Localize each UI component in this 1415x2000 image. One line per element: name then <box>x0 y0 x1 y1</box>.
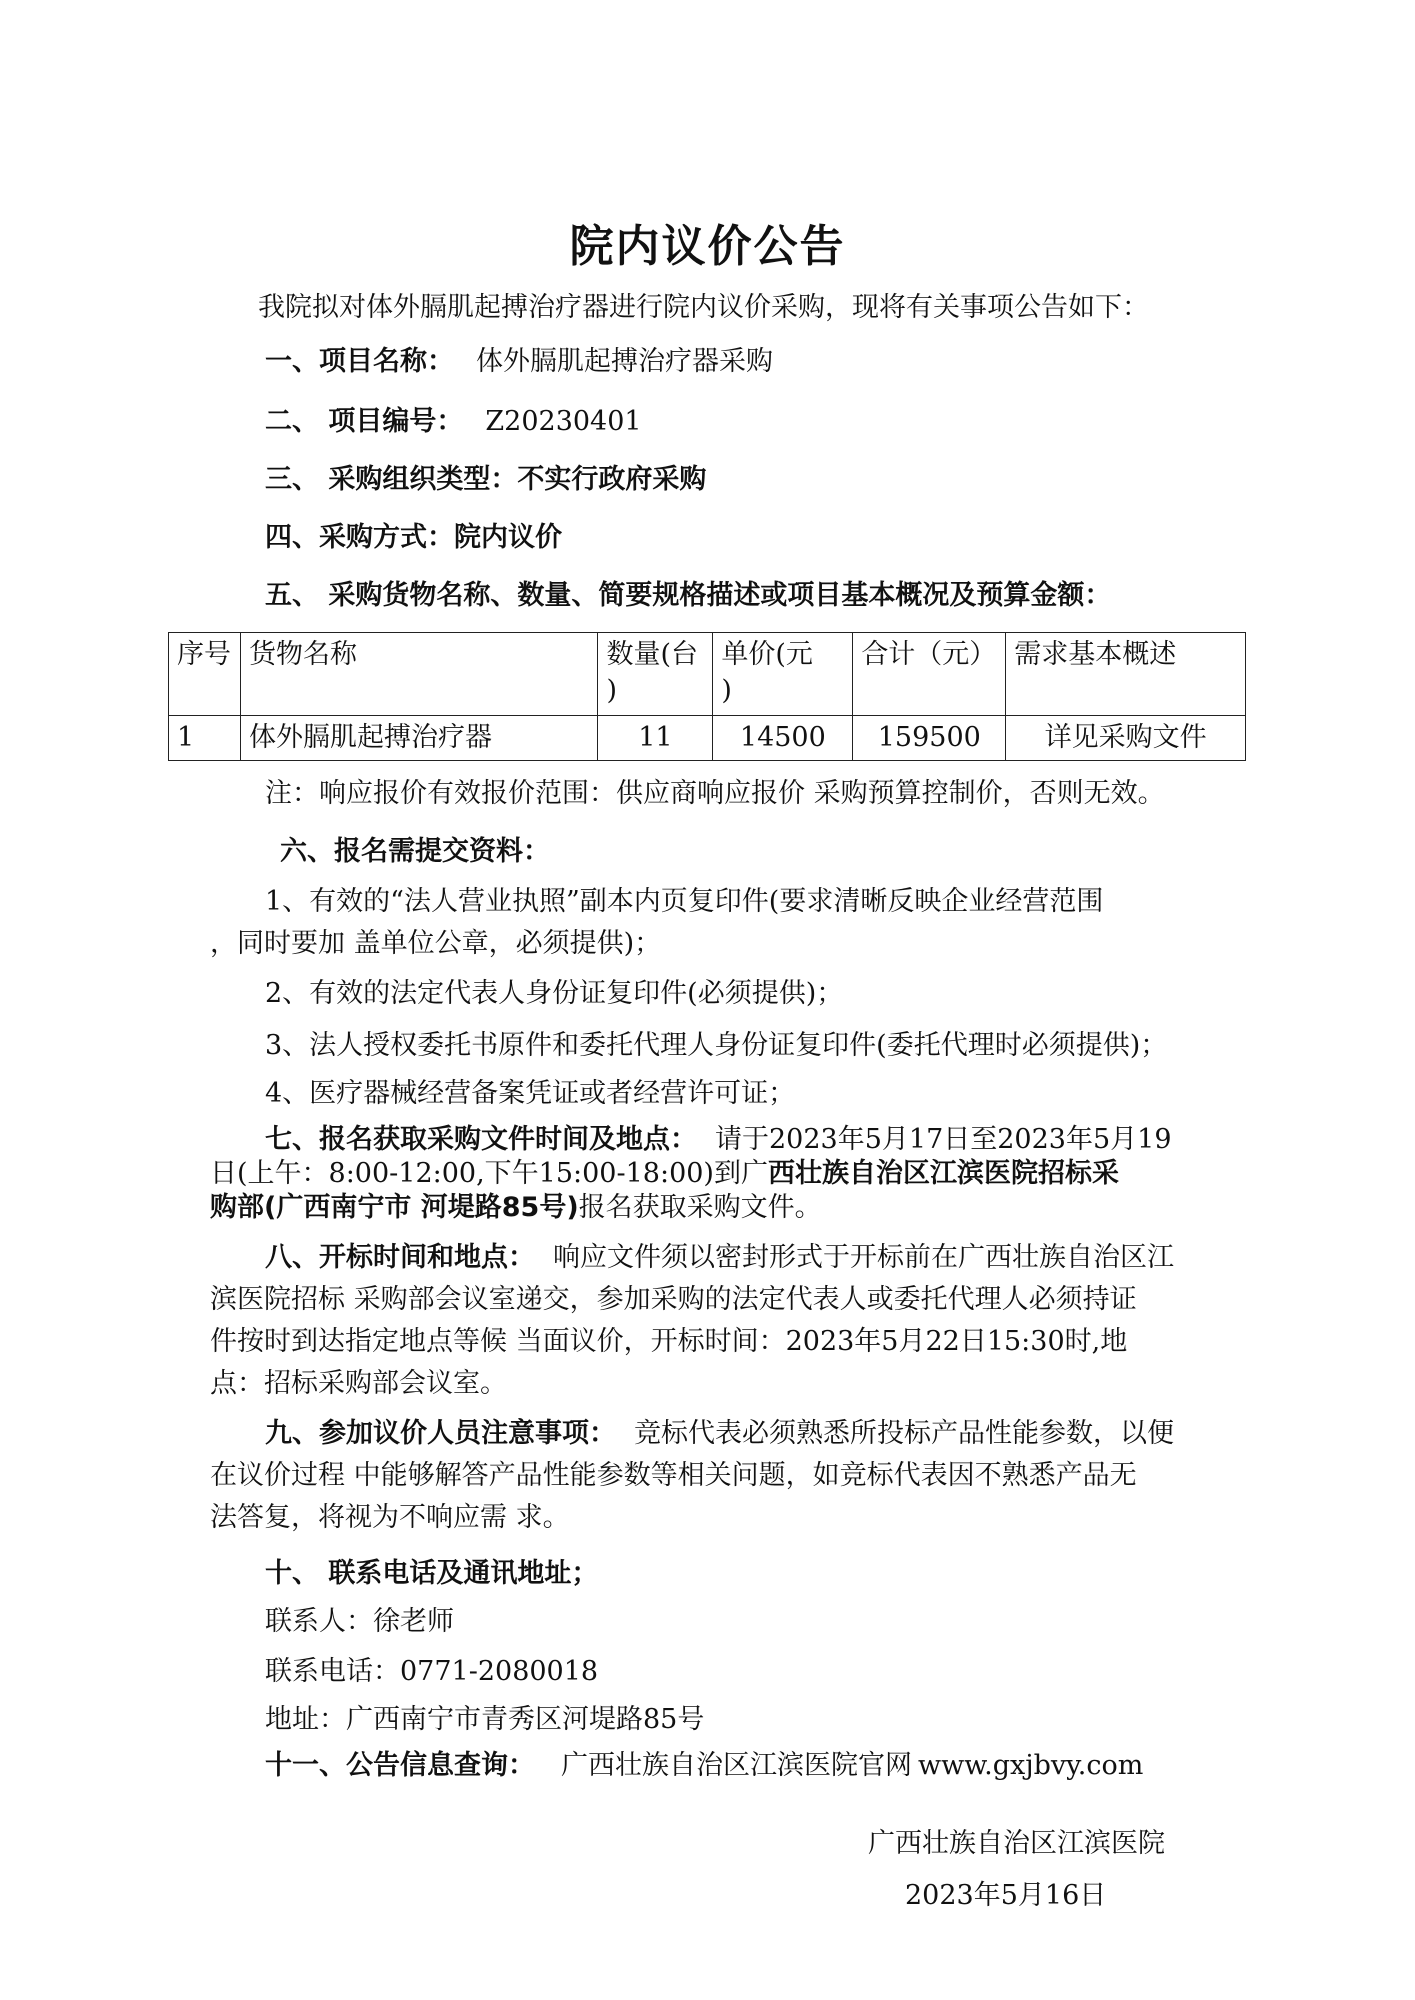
section-7-emphasis: 西壮族自治区江滨医院招标采 <box>767 1158 1119 1189</box>
table-cell: 1 <box>169 716 241 761</box>
section-6-item: ，同时要加 盖单位公章，必须提供)； <box>210 928 662 959</box>
contact-address: 地址：广西南宁市青秀区河堤路85号 <box>265 1704 705 1735</box>
section-9 <box>265 1414 1174 1454</box>
table-cell: 14500 <box>713 716 853 761</box>
note-text: 注：响应报价有效报价范围：供应商响应报价 采购预算控制价，否则无效。 <box>265 778 1165 809</box>
goods-table <box>168 632 1246 761</box>
section-6-item: 1、有效的“法人营业执照”副本内页复印件(要求清晰反映企业经营范围 <box>265 886 1104 917</box>
section-7-text: 报名获取采购文件。 <box>578 1192 822 1223</box>
section-7-line <box>210 1188 822 1228</box>
table-cell: 159500 <box>853 716 1006 761</box>
table-header-cell: 数量(台 ) <box>598 633 713 716</box>
contact-phone: 联系电话：0771-2080018 <box>265 1656 599 1687</box>
section-7-text: 请于2023年5月17日至2023年5月19 <box>715 1124 1172 1155</box>
section-1 <box>265 342 773 382</box>
table-cell: 详见采购文件 <box>1006 716 1246 761</box>
website-link[interactable]: www.gxjbvy.com <box>918 1750 1144 1781</box>
table-header-cell: 货物名称 <box>240 633 598 716</box>
section-8-line: 点：招标采购部会议室。 <box>210 1368 507 1399</box>
table-header-cell: 序号 <box>169 633 241 716</box>
table-header-cell: 单价(元 ) <box>713 633 853 716</box>
section-7-text: 日(上午：8:00-12:00,下午15:00-18:00)到广 <box>210 1158 768 1189</box>
section-7-emphasis: 购部(广西南宁市 河堤路85号) <box>210 1192 579 1223</box>
section-9-line: 在议价过程 中能够解答产品性能参数等相关问题，如竞标代表因不熟悉产品无 <box>210 1460 1137 1491</box>
intro-text: 我院拟对体外膈肌起搏治疗器进行院内议价采购，现将有关事项公告如下： <box>258 292 1149 323</box>
table-row <box>169 716 1246 761</box>
section-11 <box>265 1746 1143 1786</box>
section-8-line: 件按时到达指定地点等候 当面议价，开标时间：2023年5月22日15:30时,地 <box>210 1326 1128 1357</box>
section-8-line: 滨医院招标 采购部会议室递交，参加采购的法定代表人或委托代理人必须持证 <box>210 1284 1137 1315</box>
page-title: 院内议价公告 <box>569 221 846 272</box>
section-8-text: 响应文件须以密封形式于开标前在广西壮族自治区江 <box>553 1242 1174 1273</box>
table-cell: 体外膈肌起搏治疗器 <box>240 716 598 761</box>
section-1-value: 体外膈肌起搏治疗器采购 <box>476 346 773 377</box>
section-11-value: 广西壮族自治区江滨医院官网 <box>561 1750 912 1781</box>
section-8 <box>265 1238 1174 1278</box>
section-9-text: 竞标代表必须熟悉所投标产品性能参数，以便 <box>634 1418 1174 1449</box>
signature-date: 2023年5月16日 <box>905 1880 1107 1911</box>
section-4: 四、采购方式：院内议价 <box>265 522 562 553</box>
section-11-label: 十一、公告信息查询： <box>265 1750 535 1781</box>
section-2-label: 二、 项目编号： <box>265 406 464 437</box>
section-6-item: 2、有效的法定代表人身份证复印件(必须提供)； <box>265 978 844 1009</box>
section-8-label: 八、开标时间和地点： <box>265 1242 535 1273</box>
contact-person: 联系人：徐老师 <box>265 1606 454 1637</box>
section-3: 三、 采购组织类型：不实行政府采购 <box>265 464 707 495</box>
section-6-label: 六、报名需提交资料： <box>280 836 550 867</box>
table-header-cell: 需求基本概述 <box>1006 633 1246 716</box>
signature-org: 广西壮族自治区江滨医院 <box>868 1828 1165 1859</box>
section-6-item: 4、医疗器械经营备案凭证或者经营许可证； <box>265 1078 796 1109</box>
table-header-row <box>169 633 1246 716</box>
section-2 <box>265 402 642 442</box>
section-10-label: 十、 联系电话及通讯地址； <box>265 1558 599 1589</box>
section-7-label: 七、报名获取采购文件时间及地点： <box>265 1124 697 1155</box>
table-cell: 11 <box>598 716 713 761</box>
section-1-label: 一、项目名称： <box>265 346 454 377</box>
section-9-label: 九、参加议价人员注意事项： <box>265 1418 616 1449</box>
section-9-line: 法答复，将视为不响应需 求。 <box>210 1502 570 1533</box>
table-header-cell: 合计（元） <box>853 633 1006 716</box>
section-5: 五、 采购货物名称、数量、简要规格描述或项目基本概况及预算金额： <box>265 580 1112 611</box>
section-6-item: 3、法人授权委托书原件和委托代理人身份证复印件(委托代理时必须提供)； <box>265 1030 1168 1061</box>
section-2-value: Z20230401 <box>485 406 642 437</box>
